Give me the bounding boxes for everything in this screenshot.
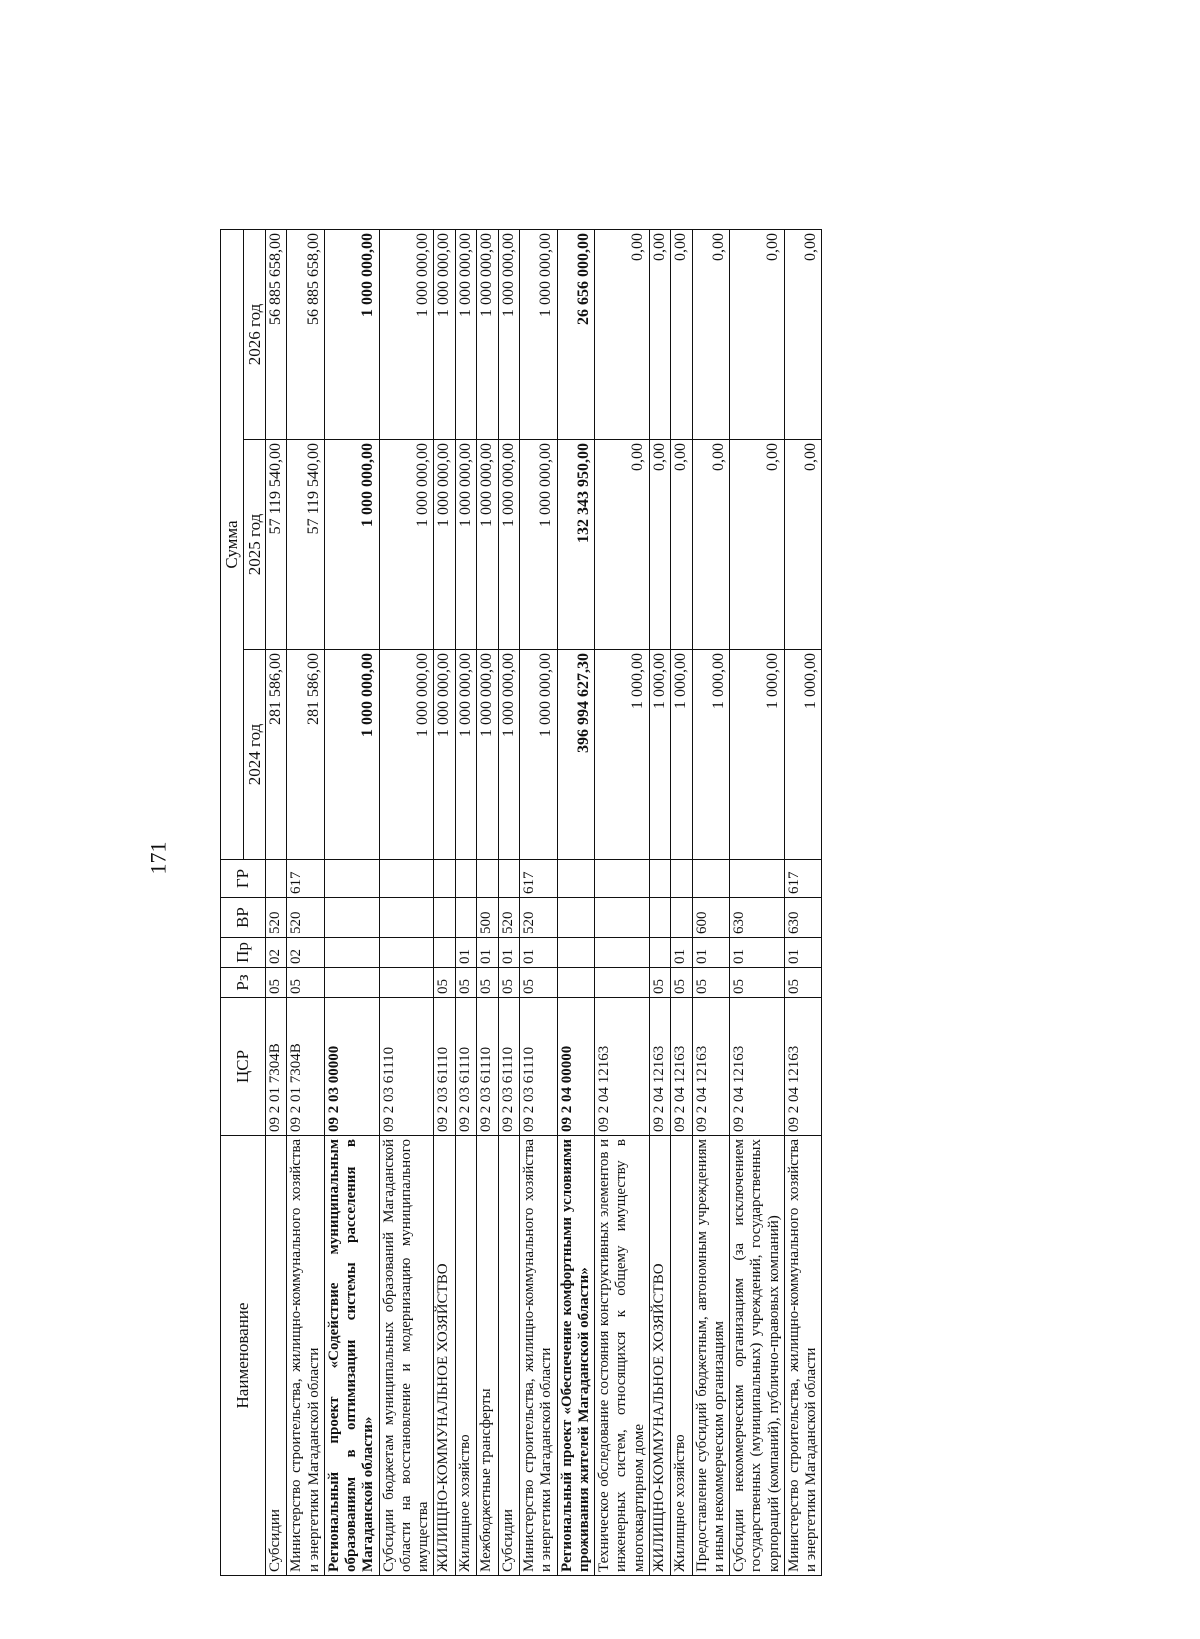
name-cell: Региональный проект «Содействие муниципальным образованиям в оптимизации системы расселения в Магаданской области» xyxy=(324,1136,379,1576)
gr-cell: 617 xyxy=(287,860,325,898)
name-cell: Жилищное хозяйство xyxy=(455,1136,476,1576)
header-row-1 xyxy=(221,229,244,1575)
table-row xyxy=(287,229,325,1575)
vr-cell xyxy=(671,898,692,938)
pr-cell xyxy=(557,938,595,968)
name-cell: ЖИЛИЩНО-КОММУНАЛЬНОЕ ХОЗЯЙСТВО xyxy=(649,1136,670,1576)
header-gr: ГР xyxy=(221,860,266,898)
table-row xyxy=(266,229,287,1575)
vr-cell: 500 xyxy=(477,898,498,938)
rz-cell xyxy=(379,968,434,998)
gr-cell xyxy=(671,860,692,898)
csr-cell: 09 2 03 61110 xyxy=(520,998,558,1136)
amount-2026-cell: 1 000 000,00 xyxy=(520,229,558,439)
amount-2025-cell: 0,00 xyxy=(649,440,670,650)
table-row xyxy=(692,229,730,1575)
rotated-table-container xyxy=(220,230,1025,1576)
amount-2024-cell: 1 000,00 xyxy=(595,650,650,860)
budget-table xyxy=(220,229,822,1576)
pr-cell: 01 xyxy=(498,938,519,968)
table-row xyxy=(557,229,595,1575)
rz-cell: 05 xyxy=(266,968,287,998)
table-row xyxy=(498,229,519,1575)
header-2026: 2026 год xyxy=(243,229,266,439)
table-row xyxy=(671,229,692,1575)
table-row xyxy=(730,229,785,1575)
amount-2025-cell: 0,00 xyxy=(784,440,822,650)
header-rz: Рз xyxy=(221,968,266,998)
pr-cell: 01 xyxy=(520,938,558,968)
table-row xyxy=(520,229,558,1575)
amount-2026-cell: 1 000 000,00 xyxy=(455,229,476,439)
rz-cell: 05 xyxy=(287,968,325,998)
pr-cell: 02 xyxy=(287,938,325,968)
csr-cell: 09 2 04 12163 xyxy=(784,998,822,1136)
vr-cell: 600 xyxy=(692,898,730,938)
table-row xyxy=(784,229,822,1575)
gr-cell xyxy=(649,860,670,898)
header-vr: ВР xyxy=(221,898,266,938)
table-row xyxy=(379,229,434,1575)
amount-2026-cell: 0,00 xyxy=(692,229,730,439)
csr-cell: 09 2 03 61110 xyxy=(455,998,476,1136)
amount-2024-cell: 1 000,00 xyxy=(784,650,822,860)
gr-cell xyxy=(324,860,379,898)
amount-2024-cell: 1 000 000,00 xyxy=(477,650,498,860)
amount-2025-cell: 1 000 000,00 xyxy=(379,440,434,650)
csr-cell: 09 2 03 00000 xyxy=(324,998,379,1136)
amount-2025-cell: 1 000 000,00 xyxy=(520,440,558,650)
csr-cell: 09 2 03 61110 xyxy=(434,998,455,1136)
gr-cell xyxy=(730,860,785,898)
vr-cell: 520 xyxy=(520,898,558,938)
amount-2026-cell: 1 000 000,00 xyxy=(498,229,519,439)
amount-2026-cell: 56 885 658,00 xyxy=(287,229,325,439)
header-csr: ЦСР xyxy=(221,998,266,1136)
rz-cell: 05 xyxy=(520,968,558,998)
name-cell: Предоставление субсидий бюджетным, автономным учреждениям и иным некоммерческим организациям xyxy=(692,1136,730,1576)
amount-2026-cell: 1 000 000,00 xyxy=(477,229,498,439)
amount-2024-cell: 1 000,00 xyxy=(730,650,785,860)
amount-2026-cell: 1 000 000,00 xyxy=(434,229,455,439)
pr-cell xyxy=(649,938,670,968)
amount-2025-cell: 57 119 540,00 xyxy=(266,440,287,650)
gr-cell xyxy=(266,860,287,898)
csr-cell: 09 2 04 12163 xyxy=(730,998,785,1136)
amount-2024-cell: 1 000,00 xyxy=(649,650,670,860)
pr-cell: 01 xyxy=(477,938,498,968)
name-cell: Техническое обследование состояния конструктивных элементов и инженерных систем, относящихся к общему имуществу в многоквартирном доме xyxy=(595,1136,650,1576)
amount-2026-cell: 0,00 xyxy=(784,229,822,439)
vr-cell xyxy=(557,898,595,938)
gr-cell xyxy=(557,860,595,898)
header-pr: Пр xyxy=(221,938,266,968)
table-row xyxy=(477,229,498,1575)
rz-cell: 05 xyxy=(477,968,498,998)
vr-cell xyxy=(379,898,434,938)
rz-cell: 05 xyxy=(730,968,785,998)
rz-cell: 05 xyxy=(649,968,670,998)
amount-2025-cell: 1 000 000,00 xyxy=(477,440,498,650)
gr-cell xyxy=(477,860,498,898)
rz-cell xyxy=(595,968,650,998)
amount-2024-cell: 1 000 000,00 xyxy=(434,650,455,860)
name-cell: Министерство строительства, жилищно-коммунального хозяйства и энергетики Магаданской области xyxy=(520,1136,558,1576)
pr-cell: 01 xyxy=(692,938,730,968)
name-cell: Министерство строительства, жилищно-коммунального хозяйства и энергетики Магаданской области xyxy=(784,1136,822,1576)
amount-2024-cell: 1 000 000,00 xyxy=(324,650,379,860)
rz-cell xyxy=(557,968,595,998)
csr-cell: 09 2 01 7304В xyxy=(287,998,325,1136)
gr-cell xyxy=(379,860,434,898)
pr-cell: 02 xyxy=(266,938,287,968)
amount-2024-cell: 1 000 000,00 xyxy=(455,650,476,860)
vr-cell: 520 xyxy=(266,898,287,938)
vr-cell: 630 xyxy=(730,898,785,938)
name-cell: Межбюджетные трансферты xyxy=(477,1136,498,1576)
amount-2024-cell: 1 000 000,00 xyxy=(498,650,519,860)
amount-2024-cell: 1 000 000,00 xyxy=(520,650,558,860)
table-row xyxy=(595,229,650,1575)
csr-cell: 09 2 03 61110 xyxy=(379,998,434,1136)
gr-cell xyxy=(595,860,650,898)
pr-cell: 01 xyxy=(671,938,692,968)
amount-2025-cell: 57 119 540,00 xyxy=(287,440,325,650)
amount-2025-cell: 1 000 000,00 xyxy=(434,440,455,650)
pr-cell xyxy=(595,938,650,968)
gr-cell: 617 xyxy=(520,860,558,898)
amount-2025-cell: 1 000 000,00 xyxy=(324,440,379,650)
vr-cell: 520 xyxy=(498,898,519,938)
amount-2026-cell: 26 656 000,00 xyxy=(557,229,595,439)
gr-cell xyxy=(498,860,519,898)
rz-cell: 05 xyxy=(784,968,822,998)
table-row xyxy=(324,229,379,1575)
header-2024: 2024 год xyxy=(243,650,266,860)
gr-cell: 617 xyxy=(784,860,822,898)
vr-cell xyxy=(455,898,476,938)
csr-cell: 09 2 03 61110 xyxy=(498,998,519,1136)
amount-2024-cell: 1 000 000,00 xyxy=(379,650,434,860)
vr-cell xyxy=(595,898,650,938)
amount-2025-cell: 1 000 000,00 xyxy=(498,440,519,650)
pr-cell xyxy=(379,938,434,968)
amount-2026-cell: 0,00 xyxy=(730,229,785,439)
header-sum: Сумма xyxy=(221,229,244,859)
pr-cell xyxy=(324,938,379,968)
name-cell: Субсидии бюджетам муниципальных образований Магаданской области на восстановление и модернизацию муниципального имущества xyxy=(379,1136,434,1576)
amount-2025-cell: 0,00 xyxy=(730,440,785,650)
amount-2024-cell: 281 586,00 xyxy=(266,650,287,860)
csr-cell: 09 2 04 12163 xyxy=(649,998,670,1136)
pr-cell: 01 xyxy=(455,938,476,968)
amount-2025-cell: 132 343 950,00 xyxy=(557,440,595,650)
rz-cell: 05 xyxy=(671,968,692,998)
gr-cell xyxy=(434,860,455,898)
pr-cell xyxy=(434,938,455,968)
amount-2026-cell: 56 885 658,00 xyxy=(266,229,287,439)
amount-2026-cell: 0,00 xyxy=(595,229,650,439)
pr-cell: 01 xyxy=(784,938,822,968)
header-name: Наименование xyxy=(221,1136,266,1576)
vr-cell xyxy=(324,898,379,938)
rz-cell: 05 xyxy=(434,968,455,998)
amount-2026-cell: 0,00 xyxy=(649,229,670,439)
amount-2025-cell: 0,00 xyxy=(671,440,692,650)
name-cell: Субсидии некоммерческим организациям (за исключением государственных (муниципальных) учреждений, государственных корпораций (компаний), публично-правовых компаний) xyxy=(730,1136,785,1576)
amount-2024-cell: 281 586,00 xyxy=(287,650,325,860)
name-cell: Министерство строительства, жилищно-коммунального хозяйства и энергетики Магаданской области xyxy=(287,1136,325,1576)
csr-cell: 09 2 01 7304В xyxy=(266,998,287,1136)
csr-cell: 09 2 04 12163 xyxy=(692,998,730,1136)
vr-cell xyxy=(649,898,670,938)
amount-2024-cell: 1 000,00 xyxy=(692,650,730,860)
pr-cell: 01 xyxy=(730,938,785,968)
name-cell: Субсидии xyxy=(498,1136,519,1576)
csr-cell: 09 2 03 61110 xyxy=(477,998,498,1136)
vr-cell xyxy=(434,898,455,938)
amount-2024-cell: 396 994 627,30 xyxy=(557,650,595,860)
table-body xyxy=(266,229,822,1575)
amount-2025-cell: 0,00 xyxy=(595,440,650,650)
csr-cell: 09 2 04 12163 xyxy=(671,998,692,1136)
name-cell: Субсидии xyxy=(266,1136,287,1576)
table-row xyxy=(649,229,670,1575)
rz-cell: 05 xyxy=(498,968,519,998)
vr-cell: 630 xyxy=(784,898,822,938)
table-row xyxy=(434,229,455,1575)
header-2025: 2025 год xyxy=(243,440,266,650)
name-cell: Жилищное хозяйство xyxy=(671,1136,692,1576)
rz-cell: 05 xyxy=(692,968,730,998)
amount-2026-cell: 0,00 xyxy=(671,229,692,439)
name-cell: Региональный проект «Обеспечение комфортными условиями проживания жителей Магаданской области» xyxy=(557,1136,595,1576)
amount-2025-cell: 0,00 xyxy=(692,440,730,650)
gr-cell xyxy=(455,860,476,898)
csr-cell: 09 2 04 00000 xyxy=(557,998,595,1136)
amount-2026-cell: 1 000 000,00 xyxy=(324,229,379,439)
amount-2024-cell: 1 000,00 xyxy=(671,650,692,860)
gr-cell xyxy=(692,860,730,898)
rz-cell xyxy=(324,968,379,998)
table-row xyxy=(455,229,476,1575)
amount-2026-cell: 1 000 000,00 xyxy=(379,229,434,439)
page-number: 171 xyxy=(145,841,171,875)
vr-cell: 520 xyxy=(287,898,325,938)
name-cell: ЖИЛИЩНО-КОММУНАЛЬНОЕ ХОЗЯЙСТВО xyxy=(434,1136,455,1576)
csr-cell: 09 2 04 12163 xyxy=(595,998,650,1136)
amount-2025-cell: 1 000 000,00 xyxy=(455,440,476,650)
rz-cell: 05 xyxy=(455,968,476,998)
